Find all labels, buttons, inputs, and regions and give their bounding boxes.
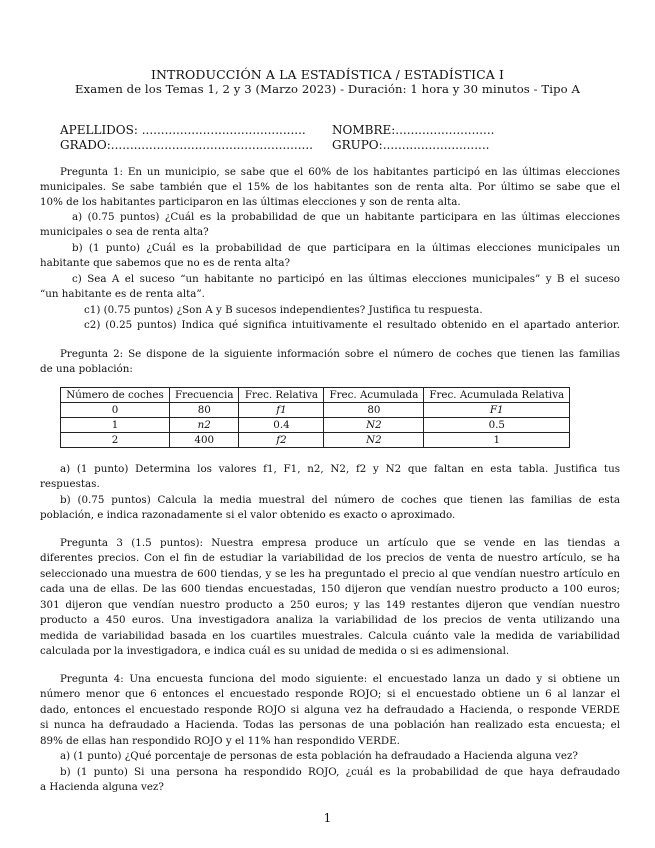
grupo-field: GRUPO:............................ <box>332 138 490 152</box>
table-header: Frec. Acumulada <box>324 388 424 403</box>
p3-line: seleccionado una muestra de 600 tiendas, y se les ha preguntado el precio al que vendían nuestro artículo en <box>40 568 620 580</box>
table-cell: 0.4 <box>239 418 324 433</box>
p1-line: municipales o sea de renta alta? <box>40 226 209 238</box>
p2-after-line: b) (0.75 puntos) Calcula la media muestral del número de coches que tienen las familias de esta <box>60 494 620 506</box>
p4-line: número menor que 6 entonces el encuestado responde ROJO; si el encuestado obtiene un 6 al lanzar el <box>40 688 620 700</box>
exam-subtitle: Examen de los Temas 1, 2 y 3 (Marzo 2023) - Duración: 1 hora y 30 minutos - Tipo A <box>75 82 580 96</box>
table-cell: F1 <box>424 403 570 418</box>
p4-line: dado, entonces el encuestado responde ROJO si alguna vez ha defraudado a Hacienda, o responde VERDE <box>40 704 620 716</box>
table-header: Número de coches <box>61 388 170 403</box>
table-row <box>61 403 570 418</box>
p1-line: “un habitante es de renta alta”. <box>40 288 205 300</box>
p4-line: a) (1 punto) ¿Qué porcentaje de personas de esta población ha defraudado a Hacienda alguna vez? <box>60 750 578 762</box>
table-cell: 0.5 <box>424 418 570 433</box>
p4-line: Pregunta 4: Una encuesta funciona del modo siguiente: el encuestado lanza un dado y si obtiene un <box>60 673 620 685</box>
p3-line: producto a 450 euros. Una investigadora analiza la variabilidad de los precios de venta utilizando una <box>40 614 620 626</box>
exam-title: INTRODUCCIÓN A LA ESTADÍSTICA / ESTADÍSTICA I <box>150 67 505 82</box>
p4-line: a Hacienda alguna vez? <box>40 781 164 793</box>
frequency-table <box>60 387 570 448</box>
table-header-row <box>61 388 570 403</box>
table-row <box>61 433 570 448</box>
p1-line: municipales. Se sabe también que el 15% de los habitantes son de renta alta. Por último se sabe que el <box>40 181 620 193</box>
apellidos-field: APELLIDOS: ........................................... <box>60 123 306 137</box>
p1-line: c2) (0.25 puntos) Indica qué significa intuitivamente el resultado obtenido en el apartado anterior. <box>84 319 620 331</box>
table-cell: 2 <box>61 433 170 448</box>
p1-line: a) (0.75 puntos) ¿Cuál es la probabilidad de que un habitante participara en las últimas elecciones <box>72 211 620 223</box>
p1-line: Pregunta 1: En un municipio, se sabe que el 60% de los habitantes participó en las últimas elecciones <box>60 166 620 178</box>
table-header: Frecuencia <box>170 388 239 403</box>
table-cell: f1 <box>239 403 324 418</box>
p2-after-line: a) (1 punto) Determina los valores f1, F1, n2, N2, f2 y N2 que faltan en esta tabla. Justifica tus <box>60 463 620 475</box>
p2-line: de una población: <box>40 363 133 375</box>
table-cell: 80 <box>324 403 424 418</box>
nombre-field: NOMBRE:.......................... <box>332 123 495 137</box>
p1-line: habitante que sabemos que no es de renta alta? <box>40 257 291 269</box>
p1-line: c1) (0.75 puntos) ¿Son A y B sucesos independientes? Justifica tu respuesta. <box>84 304 483 316</box>
table-cell: 1 <box>424 433 570 448</box>
grado-field: GRADO:..................................................... <box>60 138 313 152</box>
page-number: 1 <box>323 811 332 825</box>
p3-line: medida de variabilidad basada en los cuartiles muestrales. Calcula cuánto vale la medida de variabilidad <box>40 630 620 642</box>
p2-after-line: respuestas. <box>40 478 100 490</box>
p1-line: 10% de los habitantes participaron en las últimas elecciones y son de renta alta. <box>40 196 461 208</box>
p3-line: Pregunta 3 (1.5 puntos): Nuestra empresa produce un artículo que se vende en las tiendas a <box>60 537 620 549</box>
table-cell: n2 <box>170 418 239 433</box>
p4-line: 89% de ellas han respondido ROJO y el 11% han respondido VERDE. <box>40 735 400 747</box>
p2-line: Pregunta 2: Se dispone de la siguiente información sobre el número de coches que tienen las familias <box>60 348 620 360</box>
p4-line: si nunca ha defraudado a Hacienda. Todas las personas de una población han realizado esta encuesta; el <box>40 719 620 731</box>
p3-line: 301 dijeron que vendían nuestro producto a 250 euros; y las 149 restantes dijeron que vendían nuestro <box>40 599 620 611</box>
table-header: Frec. Relativa <box>239 388 324 403</box>
table-cell: 80 <box>170 403 239 418</box>
table-cell: 400 <box>170 433 239 448</box>
p3-line: calculada por la investigadora, e indica cuál es su unidad de medida o si es adimensional. <box>40 645 510 657</box>
table-row <box>61 418 570 433</box>
table-header: Frec. Acumulada Relativa <box>424 388 570 403</box>
table-cell: f2 <box>239 433 324 448</box>
table-cell: 1 <box>61 418 170 433</box>
table-cell: 0 <box>61 403 170 418</box>
p2-after-line: población, e indica razonadamente si el valor obtenido es exacto o aproximado. <box>40 509 456 521</box>
p3-line: cada una de ellas. De las 600 tiendas encuestadas, 150 dijeron que vendían nuestro producto a 100 euros; <box>40 583 620 595</box>
p4-line: b) (1 punto) Si una persona ha respondido ROJO, ¿cuál es la probabilidad de que haya defraudado <box>60 766 620 778</box>
p3-line: diferentes precios. Con el fin de estudiar la variabilidad de los precios de venta de nuestro artículo, se ha <box>40 552 620 564</box>
table-cell: N2 <box>324 418 424 433</box>
table-cell: N2 <box>324 433 424 448</box>
p1-line: c) Sea A el suceso “un habitante no participó en las últimas elecciones municipales” y B el suceso <box>72 273 620 285</box>
p1-line: b) (1 punto) ¿Cuál es la probabilidad de que participara en la últimas elecciones municipales un <box>72 242 620 254</box>
